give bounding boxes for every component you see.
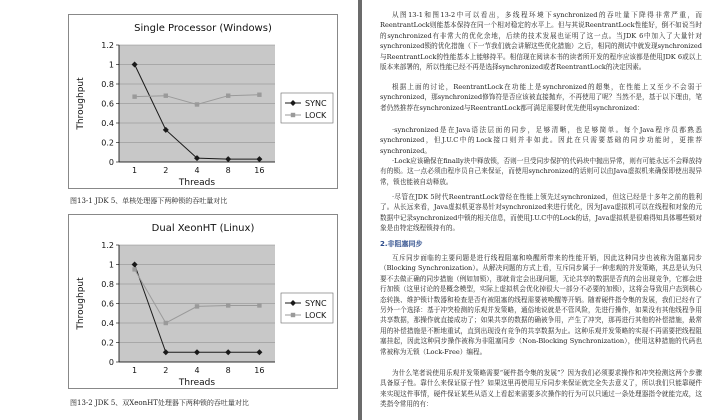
data-point-lock — [195, 102, 199, 106]
page-left — [0, 0, 358, 420]
y-tick-label: 0.8 — [101, 280, 114, 289]
paragraph-1: 从图13-1和图13-2中可以看出，多线程环境下synchronized的吞吐量下降得非常严重，而ReentrantLock则能基本保持在同一个相对稳定的水平上。但与其说ReentrantLock性能好，倒不如说当时的synchronized有非常大的优化余地，后续的技术发展也证明了这一点。当JDK 6中加入了大量针对synchronized锁的优化措施（下一节我们就会讲解这些优化措施）之后，相同的测试中就发现synchronized与ReentrantLock的性能基本上能够持平。相信现在阅读本书的读者所开发的程序应该都是使用JDK 6或以上版本来部署的，所以性能已经不再是选择synchronized或者ReentrantLock的决定因素。 — [380, 11, 702, 72]
line-chart-single-processor — [69, 15, 337, 188]
legend — [281, 293, 333, 323]
data-point-lock — [132, 94, 136, 98]
legend-label-sync: SYNC — [305, 299, 327, 308]
y-tick-label: 0 — [108, 358, 114, 367]
x-tick-label: 2 — [163, 366, 169, 375]
y-tick-label: 0.2 — [101, 138, 114, 148]
y-tick-label: 0.2 — [101, 338, 114, 348]
x-tick-label: 16 — [254, 166, 265, 175]
chart-frame-2 — [68, 214, 338, 389]
x-axis-label: Threads — [178, 178, 216, 188]
y-tick-label: 0.4 — [101, 319, 114, 328]
x-tick-label: 2 — [163, 166, 169, 175]
chart-title: Dual XeonHT (Linux) — [151, 223, 255, 234]
x-tick-label: 8 — [225, 366, 231, 375]
legend — [281, 93, 333, 123]
y-tick-label: 1 — [108, 60, 114, 70]
y-tick-label: 0.4 — [101, 119, 114, 128]
x-tick-label: 8 — [225, 166, 231, 175]
data-point-lock — [195, 304, 199, 308]
data-point-lock — [226, 94, 230, 98]
y-axis-label: Throughput — [76, 77, 86, 130]
data-point-lock — [164, 321, 168, 325]
data-point-lock — [257, 303, 261, 307]
paragraph-3: ·synchronized是在Java语法层面的同步，足够清晰，也足够简单。每个Java程序员都熟悉synchronized，但J.U.C中的Lock接口则并非如此。因此在只需要基础的同步功能时，更推荐synchronized。 — [380, 126, 702, 155]
x-tick-label: 4 — [194, 166, 200, 175]
section-heading: 2.非阻塞同步 — [380, 240, 423, 248]
y-tick-label: 0 — [108, 158, 114, 167]
y-tick-label: 0.6 — [101, 299, 114, 309]
x-tick-label: 1 — [132, 166, 138, 175]
figure-caption-1: 图13-1 JDK 5、单核处理器下两种锁的吞吐量对比 — [70, 197, 228, 205]
legend-label-sync: SYNC — [305, 99, 327, 108]
data-point-lock — [226, 303, 230, 307]
figure-caption-2: 图13-2 JDK 5、双XeonHT处理器下两种锁的吞吐量对比 — [70, 399, 249, 407]
legend-marker-lock — [291, 113, 295, 117]
data-point-lock — [257, 93, 261, 97]
x-tick-label: 16 — [254, 366, 265, 375]
legend-label-lock: LOCK — [305, 311, 327, 320]
legend-label-lock: LOCK — [305, 111, 327, 120]
y-tick-label: 0.6 — [101, 99, 114, 109]
paragraph-7: 为什么笔者说使用乐观并发策略需要“硬件指令集的发展”？因为我们必须要求操作和冲突检测这两个步骤具备原子性。靠什么来保证原子性？如果这里再使用互斥同步来保证就完全失去意义了，所以我们只能靠硬件来实现这件事情，硬件保证某些从语义上看起来需要多次操作的行为可以只通过一条处理器指令就能完成，这类指令常用的有： — [380, 369, 702, 409]
paragraph-2: 根据上面的讨论，ReentrantLock在功能上是synchronized的超集，在性能上又至少不会弱于synchronized，那synchronized修饰符是否应该被直接抛弃，不再使用了呢？当然不是，基于以下理由，笔者仍然推荐在synchronized与ReentrantLock都可满足需要时优先使用synchronized： — [380, 83, 702, 112]
x-axis-label: Threads — [178, 378, 216, 388]
x-tick-label: 4 — [194, 366, 200, 375]
line-chart-dual-xeon — [69, 215, 337, 388]
chart-title: Single Processor (Windows) — [134, 23, 272, 34]
y-tick-label: 0.8 — [101, 80, 114, 89]
y-tick-label: 1.2 — [101, 41, 114, 50]
paragraph-6: 互斥同步面临的主要问题是进行线程阻塞和唤醒所带来的性能开销，因此这种同步也被称为阻塞同步（Blocking Synchronization）。从解决问题的方式上看，互斥同步属于一种悲观的并发策略，其总是认为只要不去做正确的同步措施（例如加锁），那就肯定会出现问题，无论共享的数据是否真的会出现竞争，它都会进行加锁（这里讨论的是概念模型，实际上虚拟机会优化掉很大一部分不必要的加锁），这将会导致用户态到核心态转换、维护锁计数器和检查是否有被阻塞的线程需要被唤醒等开销。随着硬件指令集的发展，我们已经有了另外一个选择：基于冲突检测的乐观并发策略，通俗地说就是不管风险，先进行操作，如果没有其他线程争用共享数据，那操作就直接成功了；如果共享的数据的确被争用，产生了冲突，那再进行其他的补偿措施，最常用的补偿措施是不断地重试，直到出现没有竞争的共享数据为止。这种乐观并发策略的实现不再需要把线程阻塞挂起，因此这种同步操作被称为非阻塞同步（Non-Blocking Synchronization），使用这种措施的代码也常被称为无锁（Lock-Free）编程。 — [380, 254, 702, 356]
y-tick-label: 1.2 — [101, 241, 114, 250]
page-right — [362, 0, 720, 420]
y-tick-label: 1 — [108, 260, 114, 270]
data-point-lock — [164, 94, 168, 98]
y-axis-label: Throughput — [76, 277, 86, 330]
legend-marker-lock — [291, 313, 295, 317]
chart-frame-1 — [68, 14, 338, 189]
paragraph-4: ·Lock应该确保在finally块中释放锁，否则一旦受同步保护的代码块中抛出异常，则有可能永远不会释放持有的锁。这一点必须由程序员自己来保证，而使用synchronized的话则可以由Java虚拟机来确保即使出现异常，锁也能被自动释放。 — [380, 157, 702, 186]
data-point-lock — [132, 267, 136, 271]
x-tick-label: 1 — [132, 366, 138, 375]
paragraph-5: ·尽管在JDK 5时代ReentrantLock曾经在性能上领先过synchronized，但这已经是十多年之前的胜利了。从长远来看，Java虚拟机更容易针对synchronized来进行优化，因为Java虚拟机可以在线程和对象的元数据中记录synchronized中锁的相关信息，而使用J.U.C中的Lock的话，Java虚拟机是很难得知具体哪些锁对象是由特定线程锁持有的。 — [380, 193, 702, 233]
